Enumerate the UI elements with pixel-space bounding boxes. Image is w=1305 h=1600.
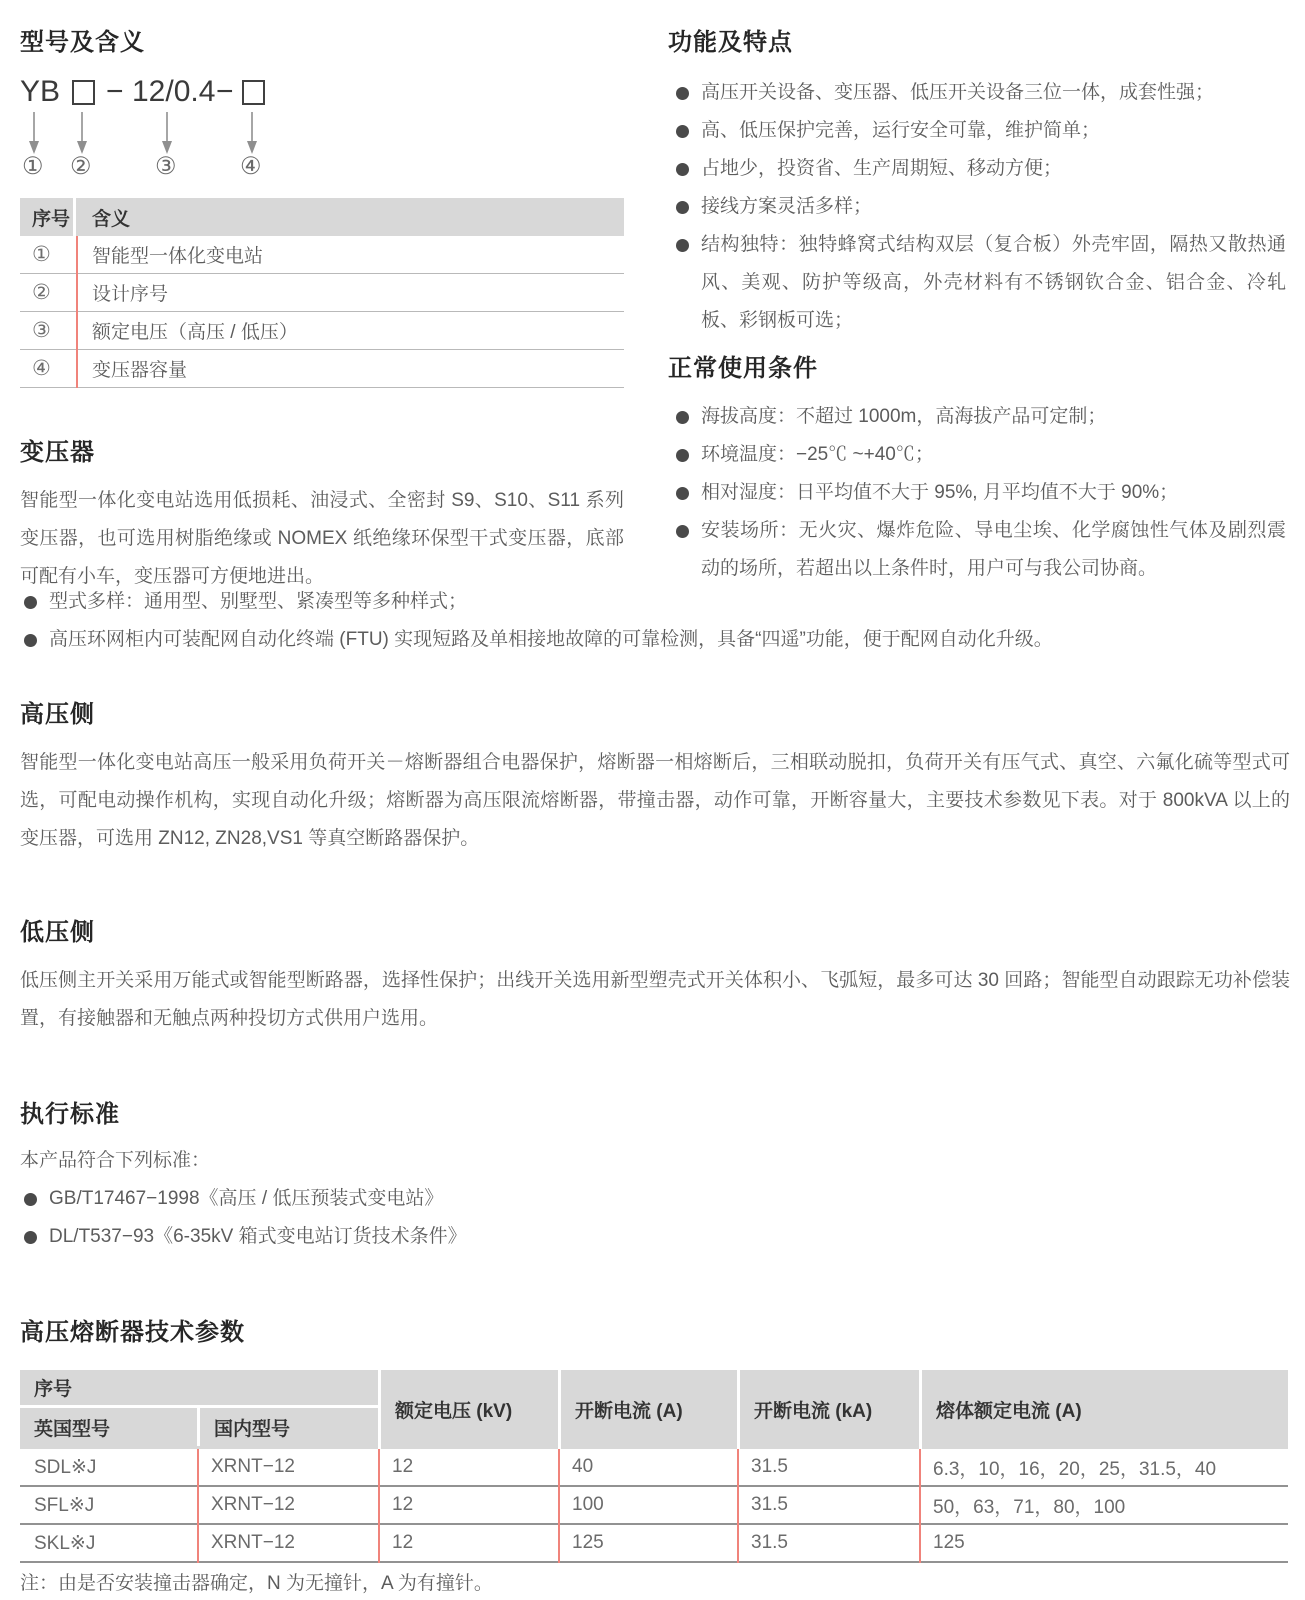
row-no: ② [32,281,51,304]
fuse-section-title: 高压熔断器技术参数 [20,1319,245,1346]
table-row [20,1487,1288,1525]
cell-breaking-current-a: 125 [572,1532,604,1553]
callout-2: ② [70,153,92,180]
down-arrow-icon [245,112,259,154]
cell-breaking-current-ka: 31.5 [751,1456,788,1477]
lv-paragraph: 低压侧主开关采用万能式或智能型断路器，选择性保护；出线开关选用新型塑壳式开关体积小、飞弧短，最多可达 30 回路；智能型自动跟踪无功补偿装置，有接触器和无触点两种投切方式供用户选用。 [20,970,1290,1029]
list-item [24,583,1290,621]
header-group-cell [20,1370,378,1449]
list-item [676,474,1286,512]
lv-section-title: 低压侧 [20,919,95,946]
meaning-table-header [20,198,624,236]
cell-breaking-current-ka: 31.5 [751,1494,788,1515]
model-section-title: 型号及含义 [20,29,145,56]
list-item-text: 安装场所：无火灾、爆炸危险、导电尘埃、化学腐蚀性气体及剧烈震动的场所，若超出以上条件时，用户可与我公司协商。 [701,520,1286,579]
list-item [676,188,1286,226]
red-divider [737,1449,739,1563]
model-voltage: 12/0.4 [132,75,216,108]
cell-breaking-current-a: 40 [572,1456,594,1477]
model-dash-1: − [106,75,124,108]
list-item-text: 型式多样：通用型、别墅型、紧凑型等多种样式； [49,591,468,612]
lv-section [20,918,1290,1038]
transformer-paragraph: 智能型一体化变电站选用低损耗、油浸式、全密封 S9、S10、S11 系列变压器，也可选用树脂绝缘或 NOMEX 纸绝缘环保型干式变压器，底部可配有小车，变压器可方便地进出。 [20,490,624,587]
bullet-icon [676,239,689,252]
cell-fuse-rated-current: 6.3，10，16，20，25，31.5，40 [933,1458,1217,1480]
header-serial: 序号 [20,1370,378,1408]
row-meaning: 智能型一体化变电站 [92,246,264,267]
fuse-table-header [20,1370,1288,1449]
list-item-text: 海拔高度：不超过 1000m，高海拔产品可定制； [701,406,1107,427]
transformer-bullets [20,583,1290,659]
cell-rated-voltage: 12 [392,1456,414,1477]
list-item-text: 接线方案灵活多样； [701,196,873,217]
cell-cn-model: XRNT−12 [211,1494,295,1515]
fuse-section [20,1318,1290,1597]
header-uk-model: 英国型号 [34,1418,111,1440]
row-meaning: 额定电压（高压 / 低压） [92,322,298,343]
list-item-text: 高、低压保护完善，运行安全可靠，维护简单； [701,120,1101,141]
down-arrow-icon [27,112,41,154]
list-item-text: 环境温度：−25℃ ~+40℃； [701,444,934,465]
table-row [20,274,624,312]
features-list [668,74,1286,340]
row-meaning: 变压器容量 [92,360,188,381]
model-box-capacity [242,80,265,105]
list-item [676,436,1286,474]
red-divider [919,1449,921,1563]
cell-uk-model: SDL※J [34,1456,97,1478]
list-item-text: 高压开关设备、变压器、低压开关设备三位一体，成套性强； [701,82,1215,103]
callout-3: ③ [155,153,177,180]
list-item-text: 结构独特：独特蜂窝式结构双层（复合板）外壳牢固，隔热又散热通风、美观、防护等级高，外壳材料有不锈钢钦合金、铝合金、冷轧板、彩钢板可选； [701,234,1286,331]
list-item-text: DL/T537−93《6-35kV 箱式变电站订货技术条件》 [49,1226,467,1247]
bullet-icon [676,525,689,538]
standards-section [20,1100,1290,1256]
row-meaning: 设计序号 [92,284,169,305]
red-divider [76,236,78,388]
header-cn-model: 国内型号 [197,1408,378,1446]
standards-list [20,1180,1290,1256]
bullet-icon [676,449,689,462]
header-fuse-rated-current: 熔体额定电流 (A) [919,1370,1288,1449]
hv-paragraph: 智能型一体化变电站高压一般采用负荷开关－熔断器组合电器保护，熔断器一相熔断后，三相联动脱扣，负荷开关有压气式、真空、六氟化硫等型式可选，可配电动操作机构，实现自动化升级；熔断器为高压限流熔断器，带撞击器，动作可靠，开断容量大，主要技术参数见下表。对于 800kVA 以上的变压器，可选用 ZN12, ZN28,VS1 等真空断路器保护。 [20,752,1290,849]
conditions-section-title: 正常使用条件 [668,355,818,382]
cell-fuse-rated-current: 50，63，71，80，100 [933,1496,1126,1518]
red-divider [197,1449,199,1563]
cell-cn-model: XRNT−12 [211,1532,295,1553]
standards-intro: 本产品符合下列标准： [20,1150,211,1171]
hv-section [20,700,1290,858]
header-meaning: 含义 [92,208,131,230]
callout-1: ① [22,153,44,180]
table-row [20,1525,1288,1563]
list-item-text: 高压环网柜内可装配网自动化终端 (FTU) 实现短路及单相接地故障的可靠检测，具备“四遥”功能，便于配网自动化升级。 [49,629,1053,650]
header-breaking-current-a: 开断电流 (A) [558,1370,737,1449]
bullet-icon [676,411,689,424]
header-rated-voltage: 额定电压 (kV) [378,1370,558,1449]
red-divider [378,1449,380,1563]
standards-section-title: 执行标准 [20,1101,120,1128]
red-divider [558,1449,560,1563]
cell-cn-model: XRNT−12 [211,1456,295,1477]
list-item [676,74,1286,112]
model-dash-2: − [216,75,234,108]
header-breaking-current-ka: 开断电流 (kA) [737,1370,919,1449]
list-item-text: 相对湿度：日平均值不大于 95%, 月平均值不大于 90%； [701,482,1179,503]
cell-rated-voltage: 12 [392,1532,414,1553]
cell-fuse-rated-current: 125 [933,1532,965,1553]
model-prefix: YB [20,75,61,108]
cell-uk-model: SFL※J [34,1494,95,1516]
bullet-icon [676,487,689,500]
table-row [20,1449,1288,1487]
list-item [676,150,1286,188]
features-section [668,28,1286,588]
cell-breaking-current-a: 100 [572,1494,604,1515]
bullet-icon [24,596,37,609]
row-no: ④ [32,357,51,380]
fuse-table-note: 注：由是否安装撞击器确定，N 为无撞针，A 为有撞针。 [20,1573,493,1594]
fuse-table [20,1370,1288,1563]
model-diagram [20,76,624,198]
bullet-icon [676,163,689,176]
bullet-icon [24,1231,37,1244]
features-section-title: 功能及特点 [668,29,793,56]
down-arrow-icon [160,112,174,154]
cell-breaking-current-ka: 31.5 [751,1532,788,1553]
table-row [20,236,624,274]
bullet-icon [24,1193,37,1206]
callout-4: ④ [240,153,262,180]
bullet-icon [676,125,689,138]
table-row [20,312,624,350]
row-no: ① [32,243,51,266]
bullet-icon [676,201,689,214]
model-box-design-serial [72,80,95,105]
row-no: ③ [32,319,51,342]
list-item [676,112,1286,150]
list-item [676,226,1286,340]
list-item [676,512,1286,588]
transformer-bullet-list [20,583,1290,659]
list-item-text: GB/T17467−1998《高压 / 低压预装式变电站》 [49,1188,444,1209]
table-row [20,350,624,388]
down-arrow-icon [75,112,89,154]
list-item [24,1218,1290,1256]
meaning-table [20,198,624,388]
transformer-section-title: 变压器 [20,439,95,466]
bullet-icon [676,87,689,100]
header-no: 序号 [20,198,76,236]
cell-uk-model: SKL※J [34,1532,96,1554]
list-item [676,398,1286,436]
list-item [24,621,1290,659]
hv-section-title: 高压侧 [20,701,95,728]
cell-rated-voltage: 12 [392,1494,414,1515]
conditions-list [668,398,1286,588]
bullet-icon [24,634,37,647]
fuse-table-body [20,1449,1288,1563]
list-item-text: 占地少，投资省、生产周期短、移动方便； [701,158,1063,179]
model-section [20,28,624,596]
list-item [24,1180,1290,1218]
